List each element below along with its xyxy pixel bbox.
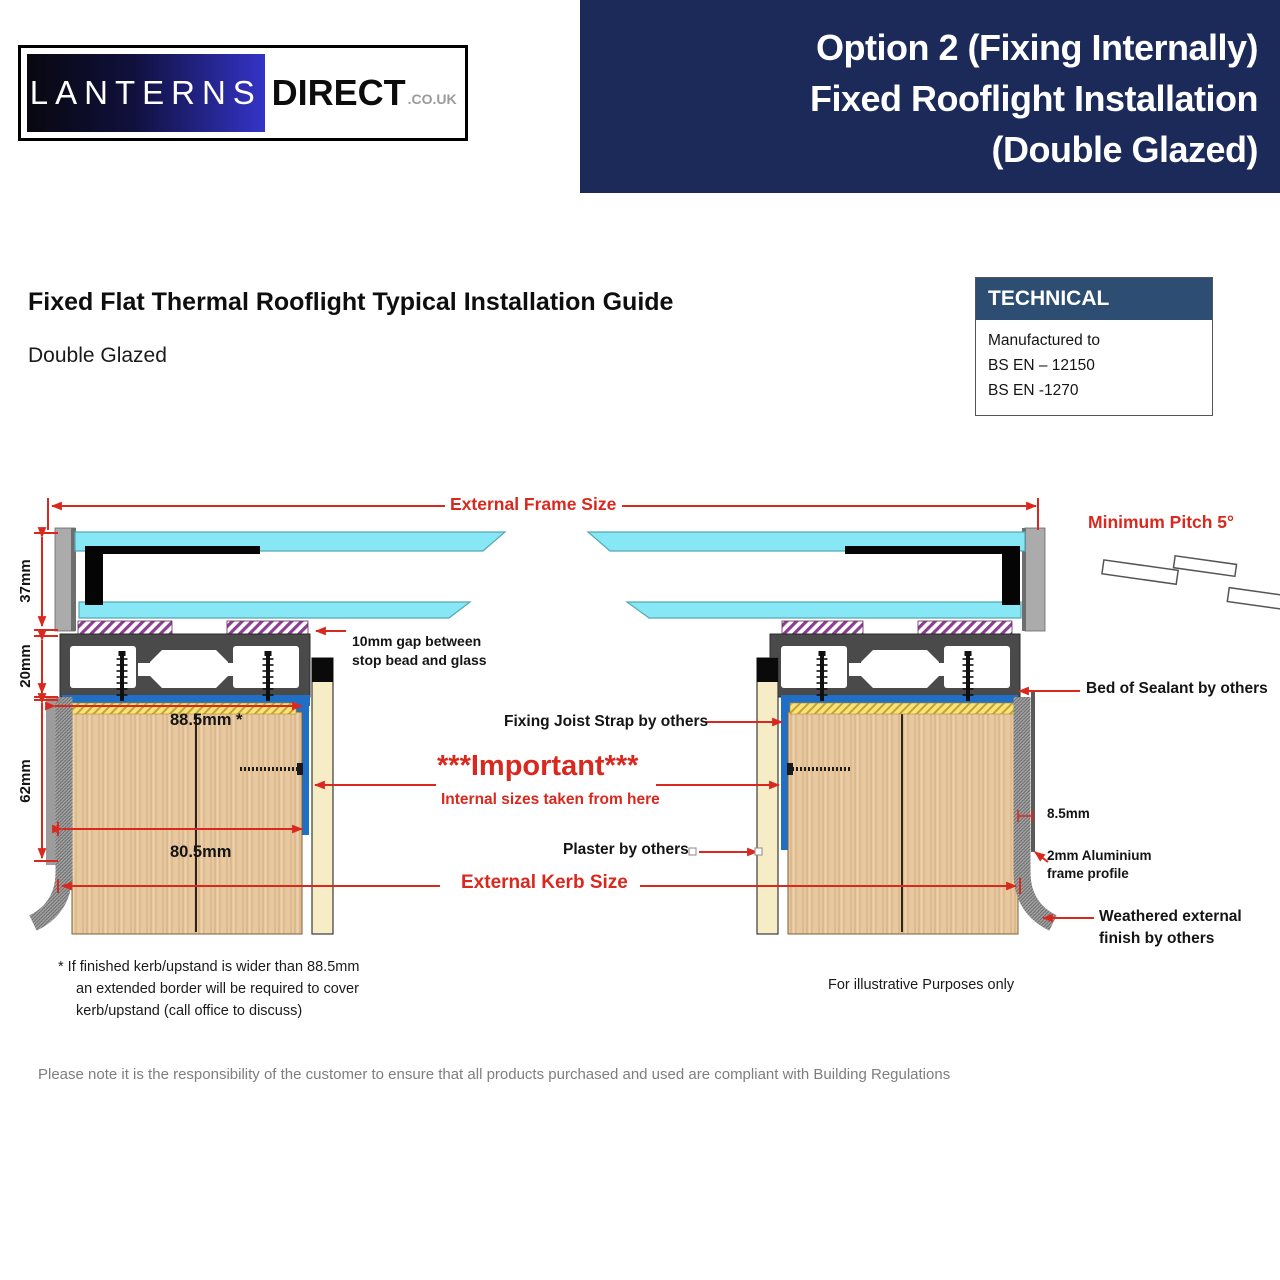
logo-tld-text: .CO.UK	[407, 91, 457, 107]
header-line-1: Option 2 (Fixing Internally)	[815, 27, 1258, 68]
glass-spacer	[85, 546, 260, 554]
aluminium-frame-profile-2mm	[1031, 690, 1035, 852]
aluminium-skirt	[46, 697, 56, 865]
illustrative-note: For illustrative Purposes only	[828, 977, 1015, 993]
dim-885-label: 88.5mm *	[170, 711, 243, 729]
header-line-3: (Double Glazed)	[991, 129, 1258, 170]
dim-62mm-label: 62mm	[17, 759, 34, 803]
thermal-break	[150, 650, 228, 688]
important-subtitle: Internal sizes taken from here	[441, 791, 660, 808]
important-title: ***Important***	[437, 750, 639, 782]
gap-note-line1: 10mm gap between	[352, 633, 482, 649]
connector-square	[755, 848, 762, 855]
bed-sealant-label: Bed of Sealant by others	[1086, 680, 1268, 697]
technical-line: BS EN – 12150	[988, 357, 1095, 374]
alu-profile-label-line2: frame profile	[1047, 866, 1129, 881]
stop-bead-gasket	[78, 621, 172, 634]
bed-of-sealant	[790, 703, 1016, 714]
page-subtitle: Double Glazed	[28, 344, 167, 367]
dim-805-label: 80.5mm	[170, 843, 232, 861]
frame-side-bar	[1025, 528, 1045, 631]
compliance-note: Please note it is the responsibility of the customer to ensure that all products purchased and used are compliant with Building Regulations	[38, 1066, 951, 1083]
fixing-joist-label: Fixing Joist Strap by others	[504, 713, 709, 730]
logo-lanterns-segment: LANTERNS	[27, 54, 265, 132]
weathered-label-line2: finish by others	[1099, 930, 1215, 947]
glass-spacer	[845, 546, 1020, 554]
gap-note-line2: stop bead and glass	[352, 652, 487, 668]
stop-bead-gasket	[227, 621, 308, 634]
technical-heading: TECHNICAL	[976, 278, 1212, 320]
footnote-line3: kerb/upstand (call office to discuss)	[76, 1003, 303, 1019]
thermal-break	[861, 650, 939, 688]
logo-direct-text: DIRECT	[271, 72, 406, 113]
external-kerb-label: External Kerb Size	[461, 872, 628, 893]
footnote-line1: * If finished kerb/upstand is wider than 88.5mm	[58, 959, 360, 975]
header-line-2: Fixed Rooflight Installation	[810, 78, 1258, 119]
plaster-label: Plaster by others	[563, 841, 689, 858]
alu-profile-label-line1: 2mm Aluminium	[1047, 848, 1152, 863]
plasterboard	[757, 658, 778, 934]
min-pitch-sketch	[1101, 546, 1280, 612]
dim-20mm-label: 20mm	[17, 644, 34, 688]
glass-pane-inner	[79, 602, 470, 618]
glass-pane-inner	[627, 602, 1021, 618]
timber-kerb	[72, 712, 302, 934]
technical-line: BS EN -1270	[988, 382, 1079, 399]
footnote-line2: an extended border will be required to cover	[76, 981, 359, 997]
page-title: Fixed Flat Thermal Rooflight Typical Installation Guide	[28, 288, 674, 316]
connector-square	[689, 848, 696, 855]
stop-bead-gasket	[918, 621, 1012, 634]
left-section	[33, 528, 505, 934]
external-frame-size-label: External Frame Size	[450, 494, 617, 514]
stop-bead-gasket	[782, 621, 863, 634]
weathered-label-line1: Weathered external	[1099, 908, 1242, 925]
plasterboard	[312, 658, 333, 934]
min-pitch-label: Minimum Pitch 5°	[1088, 512, 1235, 532]
dim-85-label: 8.5mm	[1047, 806, 1090, 821]
technical-line: Manufactured to	[988, 332, 1101, 349]
dim-37mm-label: 37mm	[17, 559, 34, 603]
right-section	[588, 528, 1053, 934]
